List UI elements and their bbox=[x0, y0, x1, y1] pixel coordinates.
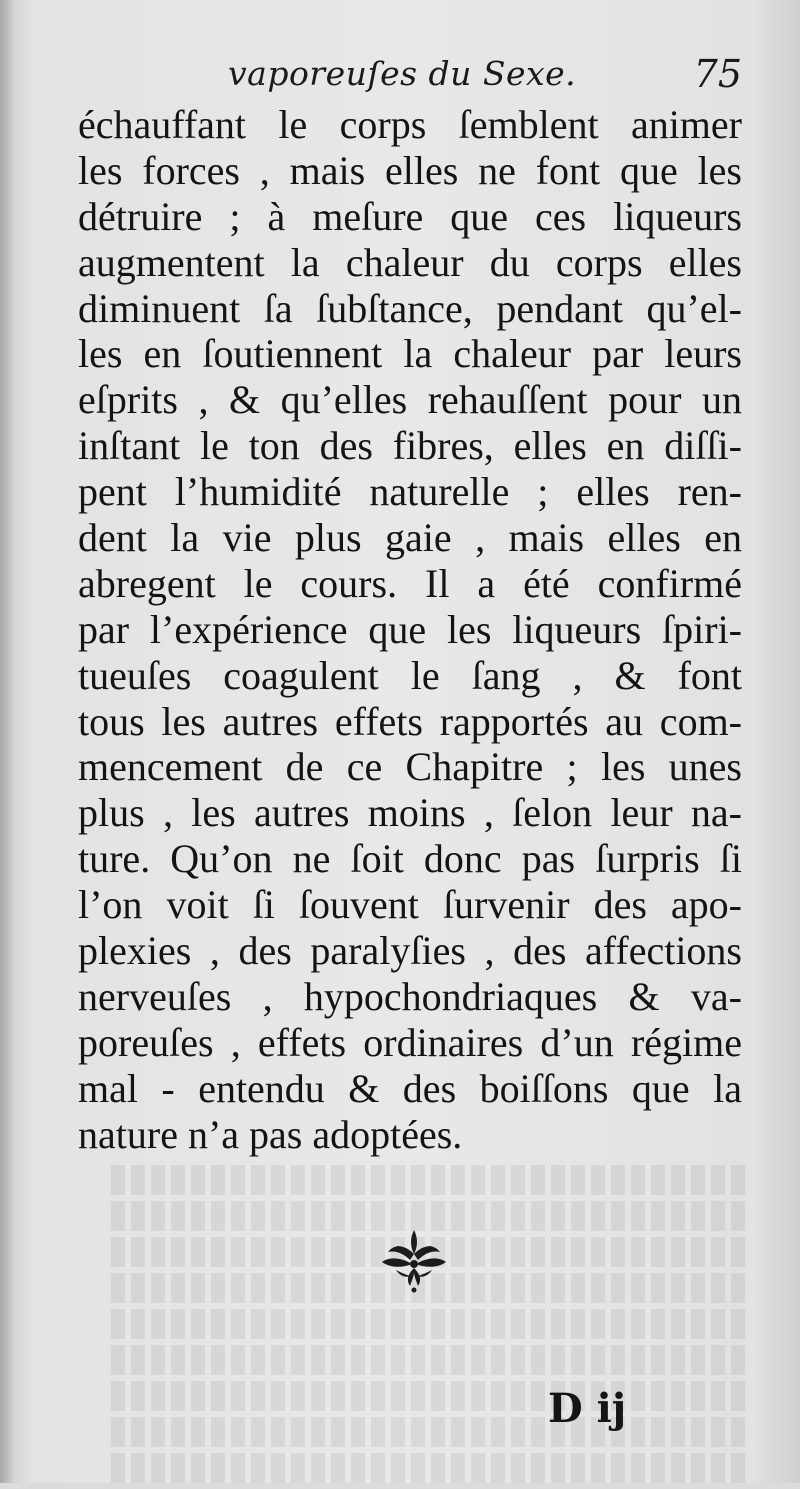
fleuron-ornament-icon bbox=[374, 1226, 454, 1296]
text-line: diminuent ſa ſubſtance, pendant qu’el- bbox=[78, 285, 742, 331]
text-line: détruire ; à meſure que ces liqueurs bbox=[78, 193, 742, 239]
text-line: les forces , mais elles ne font que les bbox=[78, 147, 742, 193]
text-line: mencement de ce Chapitre ; les unes bbox=[78, 744, 742, 790]
show-through-bleed bbox=[105, 1165, 745, 1489]
text-line: tueuſes coagulent le ſang , & font bbox=[78, 652, 742, 698]
text-line: poreuſes , effets ordinaires d’un régime bbox=[78, 1019, 742, 1065]
text-line: les en ſoutiennent la chaleur par leurs bbox=[78, 331, 742, 377]
text-line: échauffant le corps ſemblent animer bbox=[78, 102, 742, 147]
text-line: augmentent la chaleur du corps elles bbox=[78, 239, 742, 285]
text-line: dent la vie plus gaie , mais elles en bbox=[78, 515, 742, 561]
text-line-last: nature n’a pas adoptées. bbox=[78, 1111, 463, 1157]
text-line: nerveuſes , hypochondriaques & va- bbox=[78, 973, 742, 1019]
text-line: l’on voit ſi ſouvent ſurvenir des apo- bbox=[78, 882, 742, 928]
running-title: vaporeuſes du Sexe. bbox=[228, 54, 577, 93]
text-line: ture. Qu’on ne ſoit donc pas ſurpris ſi bbox=[78, 836, 742, 882]
text-line: eſprits , & qu’elles rehauſſent pour un bbox=[78, 377, 742, 423]
text-line: inſtant le ton des fibres, elles en diſſi- bbox=[78, 423, 742, 469]
text-line: plexies , des paralyſies , des affections bbox=[78, 928, 742, 974]
text-line: abregent le cours. Il a été confirmé bbox=[78, 560, 742, 606]
body-text bbox=[78, 102, 742, 1157]
text-line: pent l’humidité naturelle ; elles ren- bbox=[78, 469, 742, 515]
signature-mark: D ij bbox=[548, 1385, 627, 1432]
text-line: tous les autres effets rapportés au com- bbox=[78, 698, 742, 744]
text-line: plus , les autres moins , ſelon leur na- bbox=[78, 790, 742, 836]
running-head bbox=[78, 52, 750, 102]
text-line: mal - entendu & des boiſſons que la bbox=[78, 1065, 742, 1111]
text-line: par l’expérience que les liqueurs ſpiri- bbox=[78, 606, 742, 652]
page-number: 75 bbox=[693, 52, 742, 96]
